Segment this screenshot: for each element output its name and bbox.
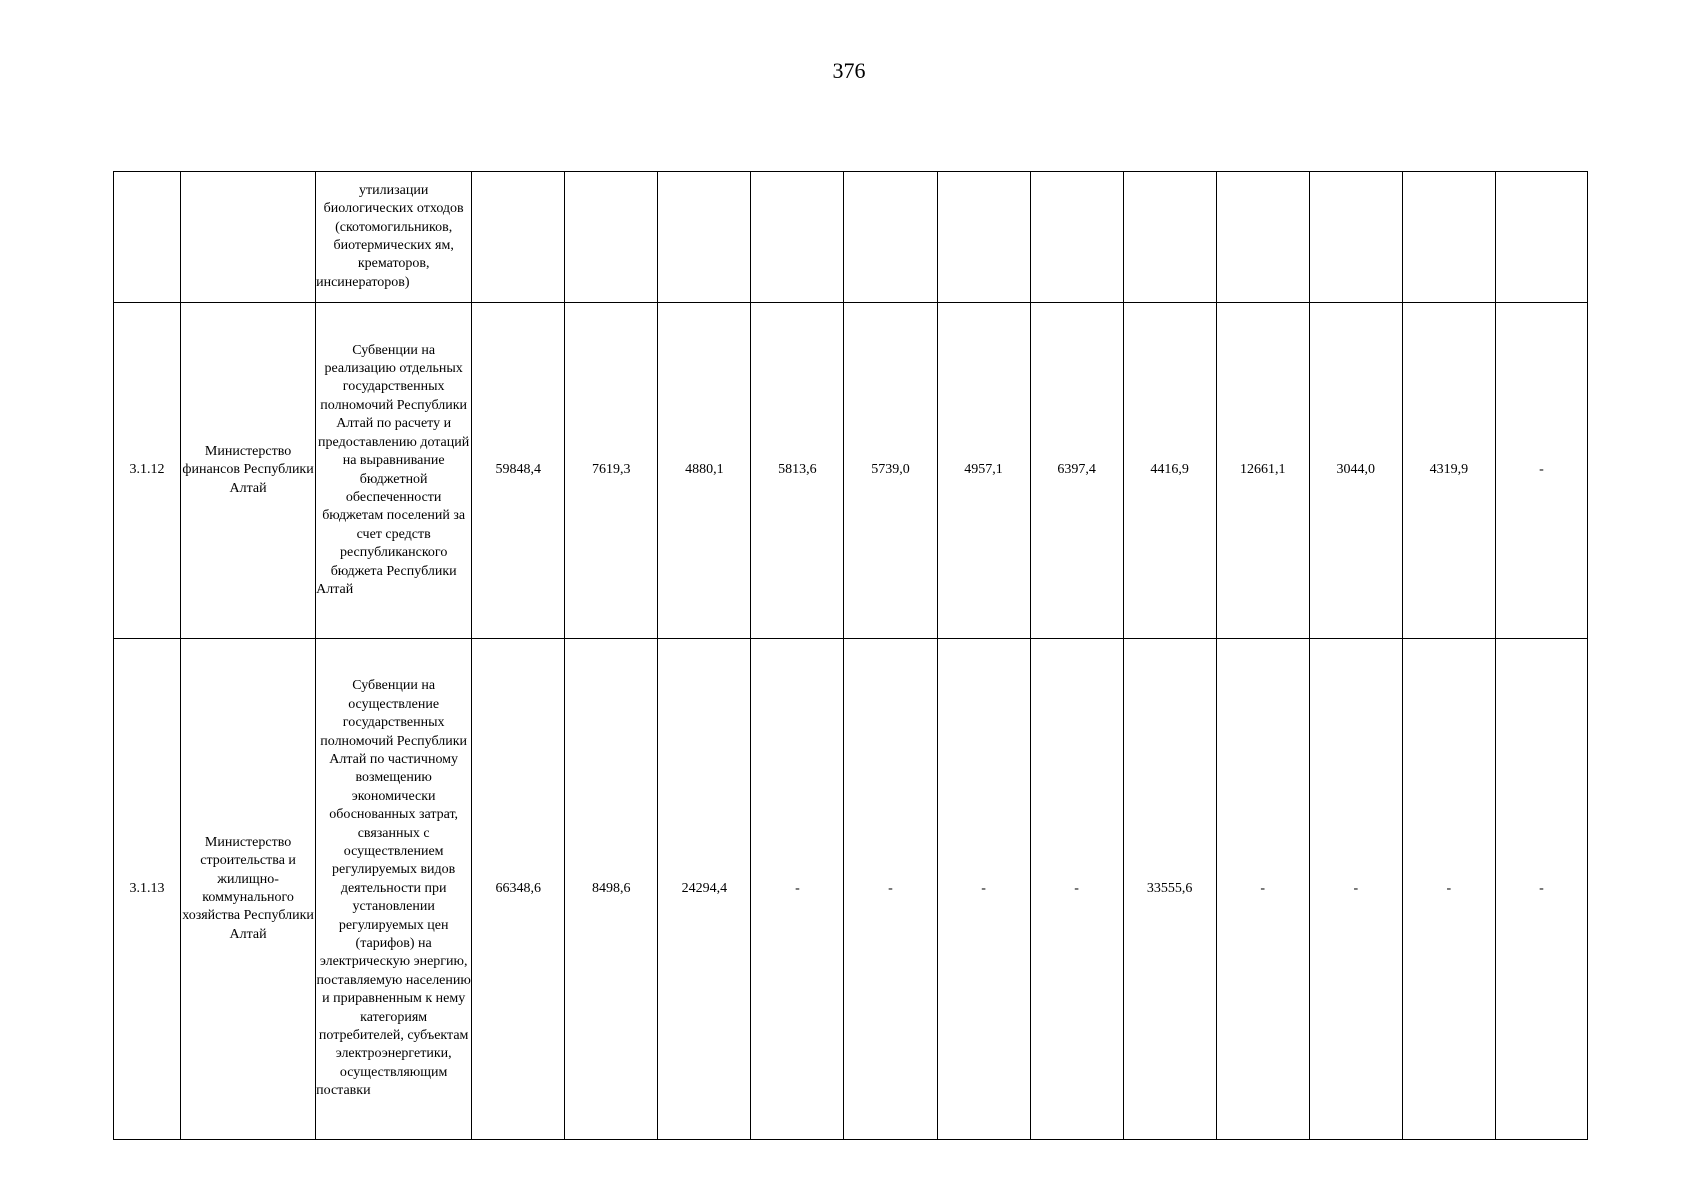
page-number: 376 (832, 58, 866, 83)
value-cell (1309, 172, 1402, 303)
value-cell: 5739,0 (844, 303, 937, 639)
value-cell: 24294,4 (658, 639, 751, 1140)
budget-table (113, 171, 1588, 1140)
value-cell: 4880,1 (658, 303, 751, 639)
value-cell: - (751, 639, 844, 1140)
organization-cell (181, 172, 316, 303)
description-cell: утилизации биологических отходов (скотомогильников, биотермических ям, крематоров, инсинераторов) (316, 172, 472, 303)
value-cell (1123, 172, 1216, 303)
value-cell: 8498,6 (565, 639, 658, 1140)
value-cell (1495, 172, 1587, 303)
value-cell (472, 172, 565, 303)
table-row (114, 172, 1588, 303)
description-cell: Субвенции на реализацию отдельных государственных полномочий Республики Алтай по расчету и предоставлению дотаций на выравнивание бюджетной обеспеченности бюджетам поселений за счет средств республиканского бюджета Республики Алтай (316, 303, 472, 639)
value-cell: 12661,1 (1216, 303, 1309, 639)
value-cell: - (1495, 639, 1587, 1140)
value-cell: 59848,4 (472, 303, 565, 639)
value-cell: 6397,4 (1030, 303, 1123, 639)
value-cell: 7619,3 (565, 303, 658, 639)
value-cell (658, 172, 751, 303)
value-cell (844, 172, 937, 303)
value-cell: - (1495, 303, 1587, 639)
row-id-cell (114, 172, 181, 303)
value-cell: - (937, 639, 1030, 1140)
organization-cell: Министерство финансов Республики Алтай (181, 303, 316, 639)
value-cell: 3044,0 (1309, 303, 1402, 639)
table-body (114, 172, 1588, 1140)
value-cell: 66348,6 (472, 639, 565, 1140)
value-cell: - (1216, 639, 1309, 1140)
row-id-cell: 3.1.13 (114, 639, 181, 1140)
organization-cell: Министерство строительства и жилищно-коммунального хозяйства Республики Алтай (181, 639, 316, 1140)
value-cell: 4319,9 (1402, 303, 1495, 639)
value-cell (1030, 172, 1123, 303)
value-cell: - (1309, 639, 1402, 1140)
value-cell: 4416,9 (1123, 303, 1216, 639)
value-cell: 33555,6 (1123, 639, 1216, 1140)
value-cell: - (844, 639, 937, 1140)
table-row (114, 303, 1588, 639)
value-cell (565, 172, 658, 303)
value-cell (1216, 172, 1309, 303)
value-cell: - (1030, 639, 1123, 1140)
value-cell: 5813,6 (751, 303, 844, 639)
table-row (114, 639, 1588, 1140)
row-id-cell: 3.1.12 (114, 303, 181, 639)
value-cell: - (1402, 639, 1495, 1140)
description-cell: Субвенции на осуществление государственных полномочий Республики Алтай по частичному возмещению экономически обоснованных затрат, связанных с осуществлением регулируемых видов деятельности при установлении регулируемых цен (тарифов) на электрическую энергию, поставляемую населению и приравненным к нему категориям потребителей, субъектам электроэнергетики, осуществляющим поставки (316, 639, 472, 1140)
value-cell (937, 172, 1030, 303)
value-cell: 4957,1 (937, 303, 1030, 639)
value-cell (1402, 172, 1495, 303)
value-cell (751, 172, 844, 303)
